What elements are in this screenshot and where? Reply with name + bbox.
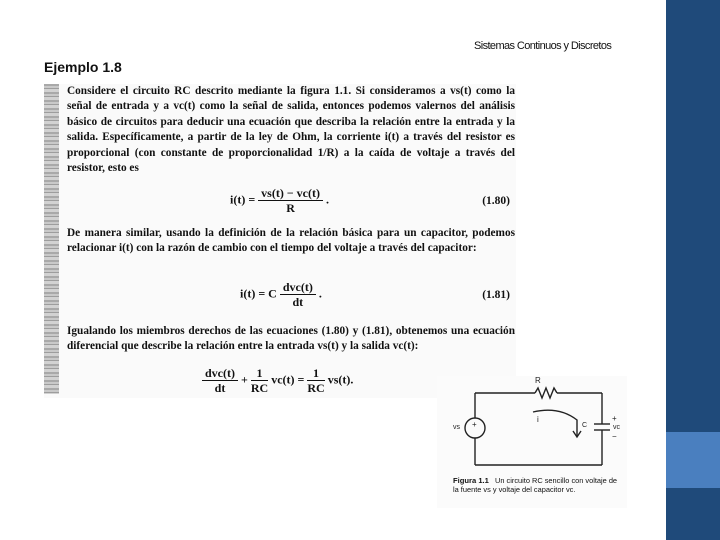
- eq2-fraction: [280, 280, 316, 309]
- capacitor-label: C: [582, 422, 588, 429]
- slide-header: Sistemas Continuos y Discretos: [474, 40, 612, 52]
- eq3-denominator-3: RC: [307, 381, 325, 395]
- eq1-numerator: vs(t) − vc(t): [258, 186, 323, 201]
- eq2-tail: .: [318, 286, 322, 301]
- eq3-denominator-2: RC: [250, 381, 269, 395]
- paragraph-3: Igualando los miembros derechos de las ecuaciones (1.80) y (1.81), obtenemos una ecuación diferencial que describe la relación entre la entrada vs(t) y la salida vc(t):: [67, 325, 515, 353]
- eq3-mid: vc(t) =: [271, 372, 305, 387]
- output-plus-sign: +: [612, 414, 617, 423]
- eq2-number: (1.81): [482, 289, 510, 301]
- rc-circuit-diagram: [437, 376, 627, 472]
- right-accent-block: [666, 432, 720, 488]
- eq3-fraction-3: [307, 366, 324, 395]
- scanned-page: [44, 84, 516, 398]
- equation-differential: [202, 366, 353, 395]
- eq1-fraction: [258, 186, 323, 215]
- eq3-fraction-2: [251, 366, 268, 395]
- output-label: vc: [613, 424, 620, 431]
- scan-binding-edge: [44, 84, 59, 394]
- eq1-lhs: i(t) =: [230, 192, 256, 207]
- equation-1-80: [230, 186, 329, 215]
- eq2-numerator: dvc(t): [280, 280, 316, 295]
- resistor-label: R: [535, 376, 541, 385]
- output-minus-sign: −: [612, 432, 617, 441]
- current-label: i: [537, 415, 539, 424]
- paragraph-2: De manera similar, usando la definición de la relación básica para un capacitor, podemos relacionar i(t) con la razón de cambio con el tiempo del voltaje a través del capacitor:: [67, 227, 515, 255]
- source-label: vs: [453, 424, 460, 431]
- eq1-denominator: R: [286, 201, 295, 215]
- eq3-plus: +: [241, 372, 248, 387]
- eq3-tail: vs(t).: [327, 372, 354, 387]
- eq3-denominator-1: dt: [214, 381, 226, 395]
- eq2-lhs: i(t) = C: [240, 286, 277, 301]
- eq3-numerator-2: 1: [251, 366, 268, 381]
- caption-title: Figura 1.1: [453, 476, 489, 485]
- caption-text: Un circuito RC sencillo con voltaje de la fuente vs y voltaje del capacitor vc.: [453, 476, 618, 495]
- eq3-fraction-1: [202, 366, 238, 395]
- eq2-denominator: dt: [292, 295, 304, 309]
- paragraph-1: Considere el circuito RC descrito mediante la figura 1.1. Si consideramos a vs(t) como la señal de entrada y a vc(t) como la señal de salida, entonces podemos valernos del análisis básico de circuitos para deducir una ecuación que describa la relación entre la entrada y la salida. Específicamente, a partir de la ley de Ohm, la corriente i(t) a través del resistor es proporcional (con constante de proporcionalidad 1/R) a la caída de voltaje a través del resistor, esto es: [67, 85, 515, 175]
- circuit-figure: [437, 376, 627, 508]
- example-title: Ejemplo 1.8: [44, 59, 122, 75]
- eq3-numerator-3: 1: [307, 366, 324, 381]
- equation-1-81: [240, 280, 322, 309]
- figure-caption: [453, 476, 623, 495]
- eq1-number: (1.80): [482, 195, 510, 207]
- current-arrow: [533, 410, 577, 436]
- eq3-numerator-1: dvc(t): [202, 366, 238, 381]
- resistor-symbol: [535, 388, 557, 398]
- source-plus-sign: +: [472, 420, 477, 429]
- eq1-tail: .: [325, 192, 329, 207]
